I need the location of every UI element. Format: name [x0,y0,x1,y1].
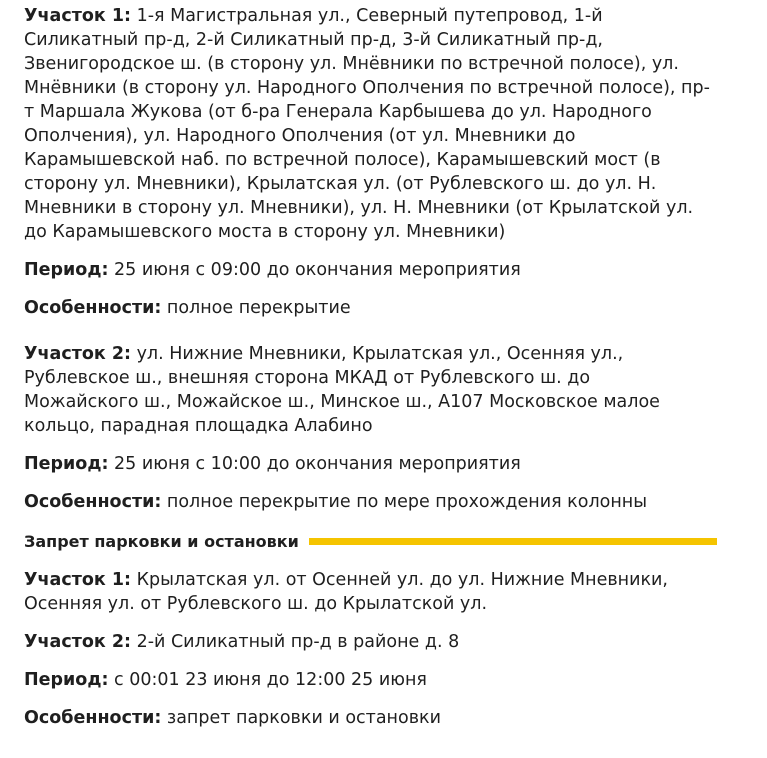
parking-segment-1-label: Участок 1: [24,570,131,590]
closure-1-period-text: 25 июня с 09:00 до окончания мероприятия [108,260,521,280]
closure-2-features-label: Особенности: [24,492,162,512]
parking-features-text: запрет парковки и остановки [161,708,441,728]
closure-2-features [24,490,743,514]
closure-1-period-label: Период: [24,260,109,280]
parking-features-label: Особенности: [24,708,162,728]
closure-2-segment-label: Участок 2: [24,344,131,364]
parking-section-header [24,529,743,553]
parking-segment-2-label: Участок 2: [24,632,131,652]
parking-segment-1 [24,568,684,616]
parking-period [24,668,743,692]
closure-1-segment-label: Участок 1: [24,6,131,26]
closure-2-features-text: полное перекрытие по мере прохождения колонны [161,492,648,512]
parking-section-title: Запрет парковки и остановки [24,531,299,551]
closure-1-features [24,296,743,320]
accent-divider [309,538,717,545]
closure-1-features-text: полное перекрытие [161,298,351,318]
parking-segment-1-text: Крылатская ул. от Осенней ул. до ул. Нижние Мневники, Осенняя ул. от Рублевского ш. до Крылатской ул. [24,570,668,614]
closure-1-segment [24,4,714,244]
closure-1-period [24,258,743,282]
parking-features [24,706,743,730]
closure-2-segment [24,342,689,438]
closure-1-segment-text: 1-я Магистральная ул., Северный путепровод, 1-й Силикатный пр-д, 2-й Силикатный пр-д, 3-й Силикатный пр-д, Звенигородское ш. (в сторону ул. Мнёвники по встречной полосе), ул. Мнёвники (в сторону ул. Народного Ополчения по встречной полосе), пр-т Маршала Жукова (от б-ра Генерала Карбышева до ул. Народного Ополчения), ул. Народного Ополчения (от ул. Мневники до Карамышевской наб. по встречной полосе), Карамышевский мост (в сторону ул. Мневники), Крылатская ул. (от Рублевского ш. до ул. Н. Мневники в сторону ул. Мневники), ул. Н. Мневники (от Крылатской ул. до Карамышевского моста в сторону ул. Мневники) [24,6,710,242]
closure-2-period-text: 25 июня с 10:00 до окончания мероприятия [108,454,521,474]
closure-2-period [24,452,743,476]
parking-period-text: с 00:01 23 июня до 12:00 25 июня [108,670,427,690]
closure-2-period-label: Период: [24,454,109,474]
closure-1-features-label: Особенности: [24,298,162,318]
parking-segment-2-text: 2-й Силикатный пр-д в районе д. 8 [131,632,460,652]
parking-segment-2 [24,630,743,654]
parking-period-label: Период: [24,670,109,690]
closure-2-segment-text: ул. Нижние Мневники, Крылатская ул., Осенняя ул., Рублевское ш., внешняя сторона МКАД от Рублевского ш. до Можайского ш., Можайское ш., Минское ш., А107 Московское малое кольцо, парадная площадка Алабино [24,344,660,436]
